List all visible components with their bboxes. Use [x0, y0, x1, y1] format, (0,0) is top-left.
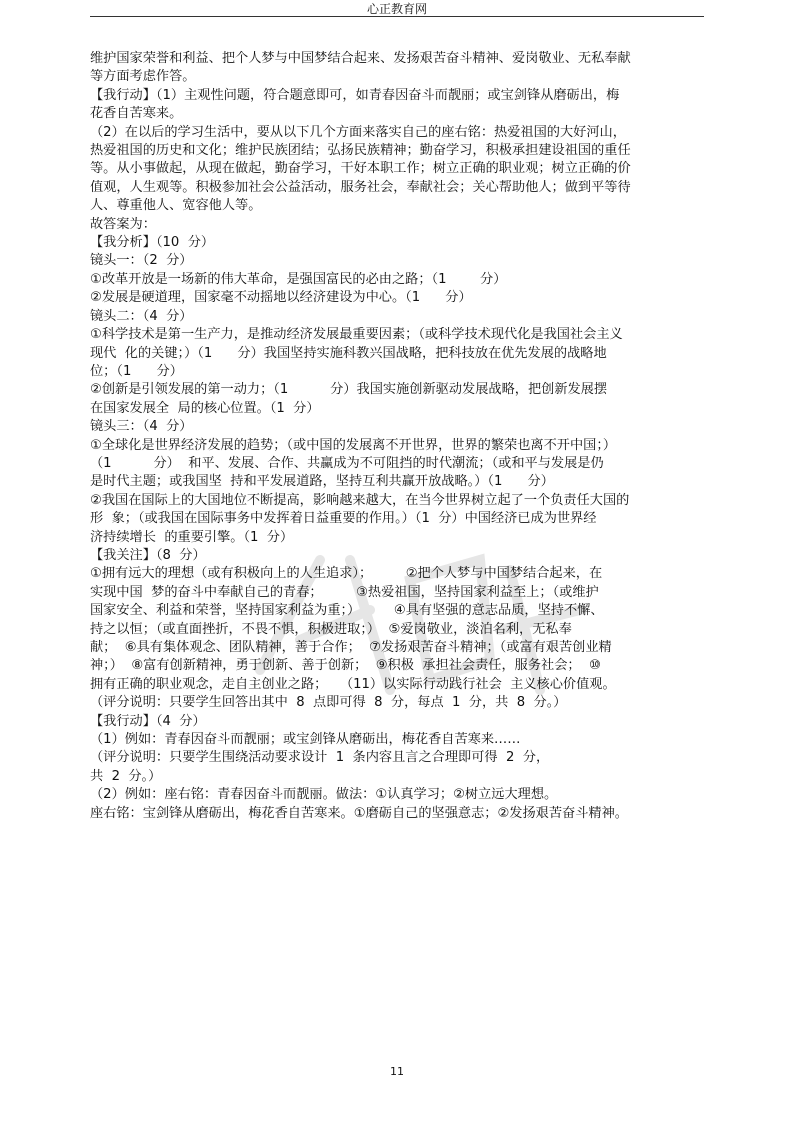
text-line: 【我分析】（10 分） [90, 235, 215, 251]
text-line: ①全球化是世界经济发展的趋势；（或中国的发展离不开世界，世界的繁荣也离不开中国；） [90, 437, 617, 453]
text-line: 花香自苦寒来。 [90, 106, 183, 122]
text-line: 维护国家荣誉和利益、把个人梦与中国梦结合起来、发扬艰苦奋斗精神、爱岗敬业、无私奉献 [90, 51, 631, 66]
text-line: 持之以恒；（或直面挫折，不畏不惧，积极进取；） ⑤爱岗敬业，淡泊名利，无私奉 [90, 621, 572, 637]
text-line: 神；） ⑧富有创新精神，勇于创新、善于创新； ⑨积极 承担社会责任，服务社会； ⑩ [90, 658, 601, 674]
page-header-title: 心正教育网 [366, 2, 427, 16]
text-line: 座右铭：宝剑锋从磨砺出，梅花香自苦寒来。①磨砺自己的坚强意志；②发扬艰苦奋斗精神。 [90, 805, 628, 821]
header-divider [90, 16, 704, 17]
text-line: （评分说明：只要学生回答出其中 8 点即可得 8 分，每点 1 分，共 8 分。） [90, 695, 567, 711]
text-line: 国家安全、利益和荣誉，坚持国家利益为重；） ④具有坚强的意志品质，坚持不懈、 [90, 603, 604, 619]
text-line: 位；（1 分） [90, 363, 183, 379]
text-line: 镜头三：（4 分） [90, 419, 193, 435]
text-line: 献； ⑥具有集体观念、团队精神，善于合作； ⑦发扬艰苦奋斗精神；（或富有艰苦创业精 [90, 640, 612, 655]
text-line: 【我行动】（1）主观性问题，符合题意即可，如青春因奋斗而靓丽；或宝剑锋从磨砺出，梅 [90, 87, 620, 103]
text-line: ②创新是引领发展的第一动力；（1 分）我国实施创新驱动发展战略，把创新发展摆 [90, 382, 608, 398]
text-line: （2）在以后的学习生活中，要从以下几个方面来落实自己的座右铭：热爱祖国的大好河山， [90, 124, 626, 140]
text-line: ②发展是硬道理，国家毫不动摇地以经济建设为中心。（1 分） [90, 290, 472, 306]
text-line: ②我国在国际上的大国地位不断提高，影响越来越大，在当今世界树立起了一个负责任大国的 [90, 492, 630, 508]
text-line: 是时代主题；或我国坚 持和平发展道路，坚持互利共赢开放战略。）（1 分） [90, 474, 554, 490]
text-line: 值观，人生观等。积极参加社会公益活动，服务社会，奉献社会；关心帮助他人；做到平等待 [90, 179, 631, 195]
text-line: 故答案为： [90, 216, 156, 232]
text-line: 等方面考虑作答。 [90, 69, 196, 85]
page-number: 11 [390, 1065, 404, 1078]
text-line: 共 2 分。） [90, 768, 162, 784]
text-line: 等。从小事做起，从现在做起，勤奋学习，干好本职工作；树立正确的职业观；树立正确的价 [90, 161, 631, 177]
text-line: 人、尊重他人、宽容他人等。 [90, 198, 262, 214]
text-line: 热爱祖国的历史和文化；维护民族团结；弘扬民族精神；勤奋学习，积极承担建设祖国的重任 [90, 143, 631, 159]
text-line: （1）例如：青春因奋斗而靓丽；或宝剑锋从磨砺出，梅花香自苦寒来…… [90, 732, 521, 748]
text-line: 实现中国 梦的奋斗中奉献自己的青春； ③热爱祖国，坚持国家利益至上；（或维护 [90, 584, 599, 600]
text-line: 形 象；（或我国在国际事务中发挥着日益重要的作用。）（1 分）中国经济已成为世界经 [90, 511, 597, 527]
text-line: ①改革开放是一场新的伟大革命，是强国富民的必由之路；（1 分） [90, 271, 507, 287]
text-line: （评分说明：只要学生围绕活动要求设计 1 条内容且言之合理即可得 2 分， [90, 750, 550, 766]
text-line: 镜头一：（2 分） [90, 253, 193, 269]
document-body [90, 50, 706, 823]
text-line: ①科学技术是第一生产力，是推动经济发展最重要因素；（或科学技术现代化是我国社会主义 [90, 327, 623, 343]
text-line: 拥有正确的职业观念，走自主创业之路； （11）以实际行动践行社会 主义核心价值观。 [90, 676, 616, 692]
text-line: 在国家发展全 局的核心位置。（1 分） [90, 400, 320, 416]
text-line: （2）例如：座右铭：青春因奋斗而靓丽。做法：①认真学习；②树立远大理想。 [90, 787, 558, 803]
text-line: 济持续增长 的重要引擎。（1 分） [90, 529, 294, 545]
text-line: ①拥有远大的理想（或有积极向上的人生追求）； ②把个人梦与中国梦结合起来，在 [90, 566, 603, 582]
text-line: 现代 化的关键；）（1 分）我国坚持实施科教兴国战略，把科技放在优先发展的战略地 [90, 345, 607, 361]
text-line: 【我行动】（4 分） [90, 713, 206, 729]
text-line: （1 分） 和平、发展、合作、共赢成为不可阻挡的时代潮流；（或和平与发展是仍 [90, 455, 604, 471]
text-line: 镜头二：（4 分） [90, 308, 193, 324]
text-line: 【我关注】（8 分） [90, 547, 206, 563]
